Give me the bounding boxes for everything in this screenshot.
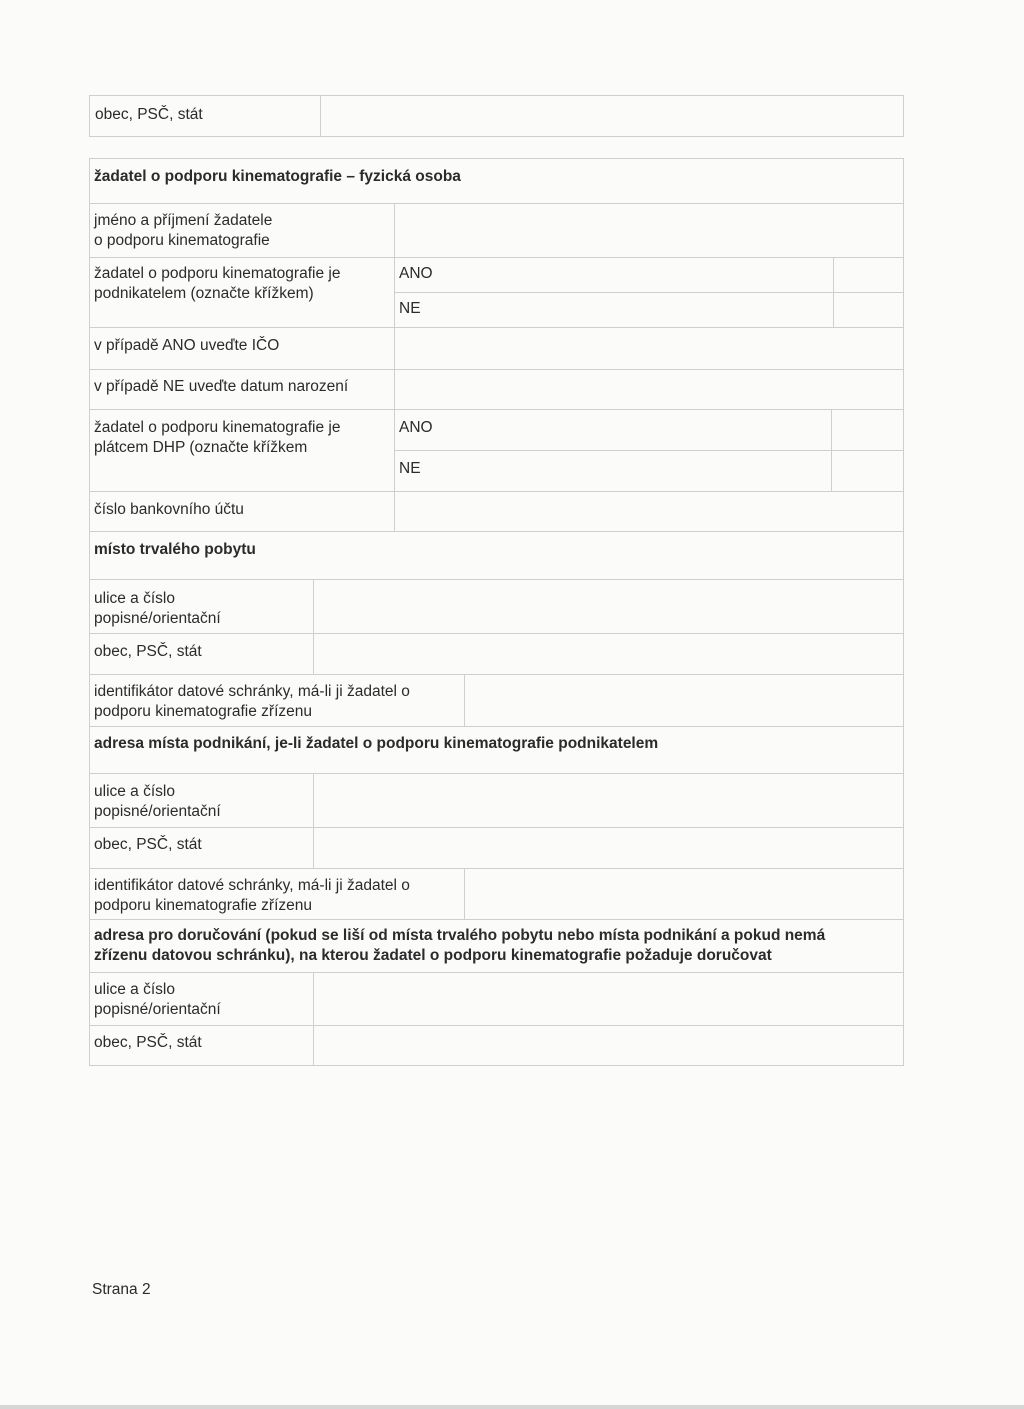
delivery-heading-line-2: zřízenu datovou schránku), na kterou žadatel o podporu kinematografie požaduje doručovat: [94, 947, 772, 964]
bank-value-cell[interactable]: [394, 491, 904, 532]
entrepreneur-yes-cell: [394, 257, 834, 293]
scan-edge: [0, 1405, 1024, 1409]
residence-city-label: obec, PSČ, stát: [94, 643, 202, 660]
residence-databox-value-cell[interactable]: [464, 674, 904, 727]
delivery-heading-line-1: adresa pro doručování (pokud se liší od místa trvalého pobytu nebo místa podnikání a pokud nemá: [94, 927, 826, 944]
vat-no-checkbox[interactable]: [831, 450, 904, 492]
entrepreneur-yes-label: ANO: [399, 265, 433, 282]
entrepreneur-no-checkbox[interactable]: [833, 292, 904, 328]
vat-yes-cell: [394, 409, 832, 451]
business-street-label-line-1: ulice a číslo: [94, 783, 175, 800]
vat-yes-label: ANO: [399, 419, 433, 436]
business-city-value-cell[interactable]: [313, 827, 904, 869]
residence-heading: místo trvalého pobytu: [94, 541, 256, 558]
birth-label: v případě NE uveďte datum narození: [94, 378, 349, 395]
residence-databox-label-line-2: podporu kinematografie zřízenu: [94, 703, 312, 720]
bank-label: číslo bankovního účtu: [94, 501, 244, 518]
residence-street-label-line-2: popisné/orientační: [94, 610, 221, 627]
residence-street-label-line-1: ulice a číslo: [94, 590, 175, 607]
name-label-line-1: jméno a příjmení žadatele: [94, 212, 273, 229]
delivery-street-label-line-2: popisné/orientační: [94, 1001, 221, 1018]
page-number: Strana 2: [92, 1281, 151, 1298]
vat-no-cell: [394, 450, 832, 492]
business-street-value-cell[interactable]: [313, 773, 904, 828]
name-value-cell[interactable]: [394, 203, 904, 258]
residence-databox-label-line-1: identifikátor datové schránky, má-li ji žadatel o: [94, 683, 410, 700]
residence-city-value-cell[interactable]: [313, 633, 904, 675]
entrepreneur-no-cell: [394, 292, 834, 328]
business-city-label: obec, PSČ, stát: [94, 836, 202, 853]
ico-label: v případě ANO uveďte IČO: [94, 337, 280, 354]
entrepreneur-label-line-1: žadatel o podporu kinematografie je: [94, 265, 341, 282]
delivery-street-label-line-1: ulice a číslo: [94, 981, 175, 998]
delivery-street-value-cell[interactable]: [313, 972, 904, 1026]
entrepreneur-label-line-2: podnikatelem (označte křížkem): [94, 285, 314, 302]
applicant-heading: žadatel o podporu kinematografie – fyzická osoba: [94, 168, 461, 185]
vat-no-label: NE: [399, 460, 421, 477]
residence-street-value-cell[interactable]: [313, 579, 904, 634]
birth-value-cell[interactable]: [394, 369, 904, 410]
ico-value-cell[interactable]: [394, 327, 904, 370]
business-heading: adresa místa podnikání, je-li žadatel o podporu kinematografie podnikatelem: [94, 735, 659, 752]
top-row-value-cell[interactable]: [320, 95, 904, 137]
entrepreneur-no-label: NE: [399, 300, 421, 317]
business-street-label-line-2: popisné/orientační: [94, 803, 221, 820]
delivery-city-value-cell[interactable]: [313, 1025, 904, 1066]
top-row-label: obec, PSČ, stát: [95, 106, 203, 123]
business-databox-label-line-2: podporu kinematografie zřízenu: [94, 897, 312, 914]
delivery-city-label: obec, PSČ, stát: [94, 1034, 202, 1051]
name-label-line-2: o podporu kinematografie: [94, 232, 270, 249]
entrepreneur-yes-checkbox[interactable]: [833, 257, 904, 293]
business-databox-value-cell[interactable]: [464, 868, 904, 920]
vat-yes-checkbox[interactable]: [831, 409, 904, 451]
vat-label-line-1: žadatel o podporu kinematografie je: [94, 419, 341, 436]
vat-label-line-2: plátcem DHP (označte křížkem: [94, 439, 308, 456]
business-databox-label-line-1: identifikátor datové schránky, má-li ji žadatel o: [94, 877, 410, 894]
